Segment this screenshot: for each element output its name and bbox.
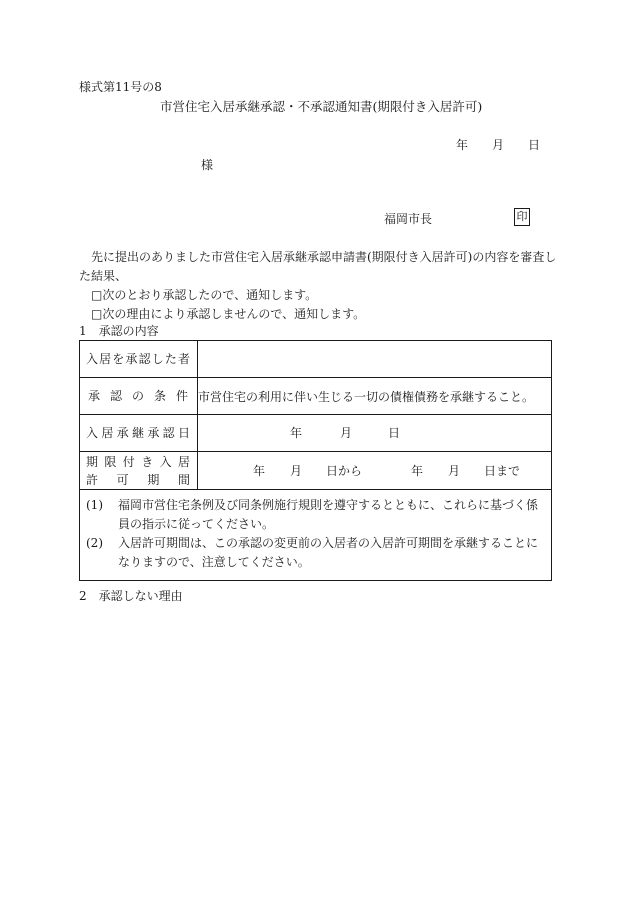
- approval-table: [79, 340, 552, 581]
- date-month: 月: [492, 138, 505, 152]
- notes-cell: [80, 490, 552, 581]
- issuer: 福岡市長: [384, 212, 433, 226]
- note-text: 入居許可期間は、この承認の変更前の入居者の入居許可期間を承継することになりますので、注意してください。: [118, 536, 539, 569]
- table-row: [80, 490, 552, 581]
- period-to-month: 月: [448, 463, 461, 478]
- conditions-value: 市営住宅の利用に伴い生じる一切の債権債務を承継すること。: [198, 378, 552, 415]
- document-title: 市営住宅入居承継承認・不承認通知書(期限付き入居許可): [160, 99, 483, 114]
- label-cell: [80, 452, 198, 490]
- body-text: [79, 248, 559, 324]
- period-to-year: 年: [411, 463, 424, 478]
- row-label-approval-date: 入居承継承認日: [86, 426, 191, 440]
- table-row: [80, 415, 552, 452]
- intro-paragraph: 先に提出のありました市営住宅入居承継承認申請書(期限付き入居許可)の内容を審査した結果、: [79, 250, 557, 283]
- period-from-month: 月: [290, 463, 303, 478]
- note-text: 福岡市営住宅条例及び同条例施行規則を遵守するとともに、これらに基づく係員の指示に従ってください。: [118, 498, 539, 531]
- table-row: [80, 341, 552, 378]
- label-cell: [80, 378, 198, 415]
- note-item: [86, 496, 545, 534]
- note-number: (2): [86, 536, 103, 550]
- permit-period-value: [198, 452, 552, 490]
- section1-heading: 1 承認の内容: [79, 324, 159, 338]
- approval-date-day: 日: [388, 426, 401, 440]
- option-approve: □次のとおり承認したので、通知します。: [91, 288, 318, 302]
- approval-date-year: 年: [290, 426, 303, 440]
- addressee-suffix: 様: [201, 158, 214, 172]
- row-label-period-line1: 期限付き入居: [86, 454, 191, 469]
- approved-person-value: [198, 341, 552, 378]
- period-from-year: 年: [253, 463, 266, 478]
- period-to-day: 日まで: [484, 463, 521, 478]
- row-label-conditions: 承認の条件: [88, 389, 189, 403]
- date-line: [456, 137, 540, 153]
- note-item: [86, 534, 545, 572]
- seal-mark: 印: [514, 208, 530, 226]
- table-row: [80, 378, 552, 415]
- form-number: 様式第11号の8: [79, 80, 162, 94]
- section2-heading: 2 承認しない理由: [79, 589, 183, 603]
- table-row: [80, 452, 552, 490]
- label-cell: [80, 341, 198, 378]
- note-number: (1): [86, 498, 103, 512]
- label-cell: [80, 415, 198, 452]
- approval-date-month: 月: [340, 426, 353, 440]
- date-year: 年: [456, 138, 469, 152]
- date-day: 日: [528, 138, 541, 152]
- option-reject: □次の理由により承認しませんので、通知します。: [91, 307, 366, 321]
- period-from-day: 日から: [326, 463, 363, 478]
- row-label-period-line2: 許可期間: [86, 472, 191, 487]
- row-label-approved-person: 入居を承認した者: [86, 352, 191, 366]
- approval-date-value: [198, 415, 552, 452]
